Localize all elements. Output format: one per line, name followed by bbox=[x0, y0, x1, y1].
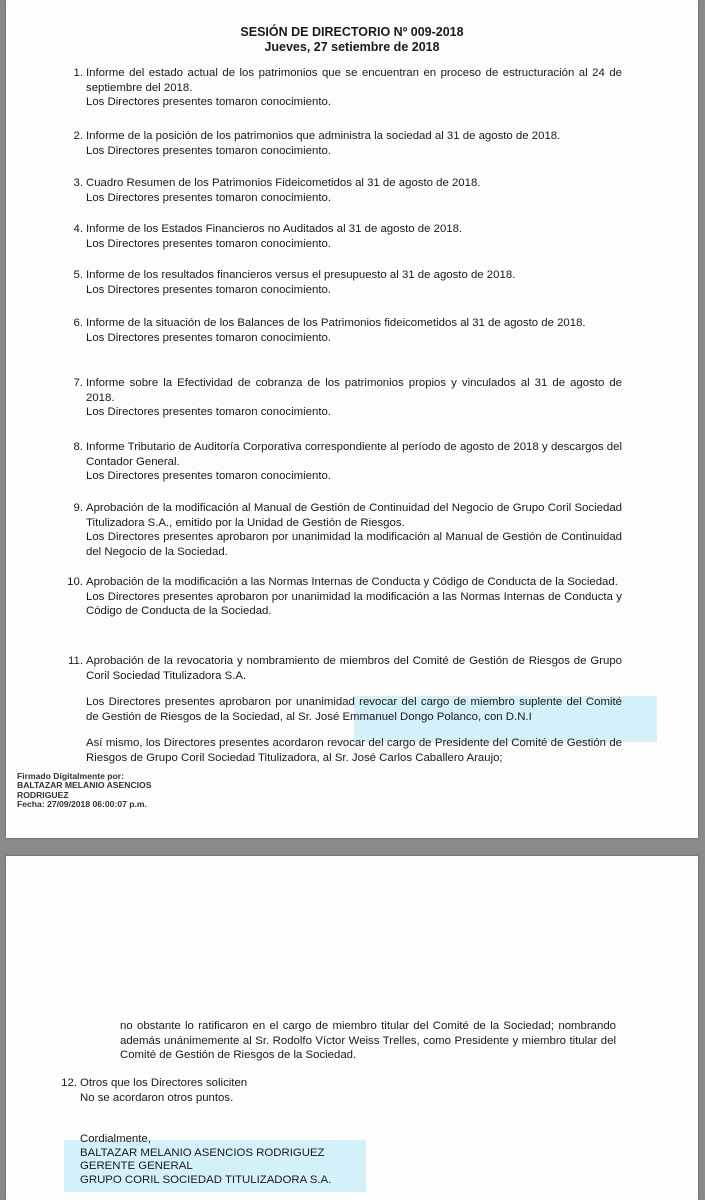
item-number: 5. bbox=[73, 269, 83, 281]
item-text: Informe sobre la Efectividad de cobranza de los patrimonios propios y vinculados al 31 de agosto de 2018. bbox=[86, 377, 622, 404]
agenda-item bbox=[73, 222, 622, 251]
item-resolution-continued: Así mismo, los Directores presentes acordaron revocar del cargo de Presidente del Comité de Gestión de Riesgos de Grupo Coril Sociedad Titulizadora, al Sr. José Carlos Caballero Araujo; bbox=[86, 737, 622, 764]
agenda-item bbox=[73, 316, 622, 345]
item-number: 12. bbox=[61, 1077, 77, 1089]
item-text: Informe de los Estados Financieros no Auditados al 31 de agosto de 2018. bbox=[86, 223, 463, 235]
item-resolution: Los Directores presentes aprobaron por unanimidad la modificación a las Normas Internas de Conducta y Código de Conducta de la Sociedad. bbox=[86, 590, 622, 617]
item-text: Informe de la posición de los patrimonios que administra la sociedad al 31 de agosto de 2018. bbox=[86, 130, 561, 142]
agenda-item bbox=[73, 501, 622, 559]
item-number: 2. bbox=[73, 130, 83, 142]
document-title: SESIÓN DE DIRECTORIO Nº 009-2018 bbox=[240, 25, 464, 39]
item-resolution: Los Directores presentes tomaron conocimiento. bbox=[86, 283, 332, 296]
item-number: 8. bbox=[73, 441, 83, 453]
item-resolution: Los Directores presentes aprobaron por unanimidad la modificación al Manual de Gestión de Continuidad del Negocio de la Sociedad. bbox=[86, 531, 622, 558]
item-number: 7. bbox=[73, 377, 83, 389]
signer-company: GRUPO CORIL SOCIEDAD TITULIZADORA S.A. bbox=[80, 1173, 332, 1186]
item-text: Informe de los resultados financieros versus el presupuesto al 31 de agosto de 2018. bbox=[86, 269, 516, 281]
agenda-item bbox=[73, 268, 622, 297]
agenda-item bbox=[61, 1076, 616, 1105]
agenda-item bbox=[73, 66, 622, 110]
item-resolution: Los Directores presentes tomaron conocimiento. bbox=[86, 406, 332, 418]
document-page-1 bbox=[6, 0, 698, 838]
item-number: 3. bbox=[73, 177, 83, 189]
closing-block bbox=[80, 1133, 331, 1187]
signer-name: BALTAZAR MELANIO ASENCIOS RODRIGUEZ bbox=[80, 1146, 325, 1159]
item-number: 1. bbox=[73, 67, 83, 79]
item-number: 10. bbox=[67, 576, 83, 588]
item-number: 4. bbox=[73, 223, 83, 235]
greeting: Cordialmente, bbox=[80, 1133, 151, 1145]
agenda-item bbox=[73, 176, 622, 205]
item-number: 6. bbox=[73, 317, 83, 329]
item-resolution: Los Directores presentes aprobaron por unanimidad revocar del cargo de miembro suplente del Comité de Gestión de Riesgos de la Sociedad, al Sr. José Emmanuel Dongo Polanco, con D.N.I bbox=[86, 696, 622, 723]
item-text: Informe del estado actual de los patrimonios que se encuentran en proceso de estructuración al 24 de septiembre del 2018. bbox=[86, 67, 622, 94]
item-resolution: Los Directores presentes tomaron conocimiento. bbox=[86, 96, 332, 108]
item-resolution: No se acordaron otros puntos. bbox=[80, 1091, 234, 1104]
item-number: 9. bbox=[73, 502, 83, 514]
item-text: Cuadro Resumen de los Patrimonios Fideicometidos al 31 de agosto de 2018. bbox=[86, 177, 481, 189]
document-date: Jueves, 27 setiembre de 2018 bbox=[264, 40, 440, 54]
item-resolution: Los Directores presentes tomaron conocimiento. bbox=[86, 144, 332, 157]
item-text: Aprobación de la modificación a las Normas Internas de Conducta y Código de Conducta de la Sociedad. bbox=[86, 576, 618, 588]
signer-role: GERENTE GENERAL bbox=[80, 1160, 193, 1172]
agenda-item bbox=[73, 129, 622, 158]
item-resolution: Los Directores presentes tomaron conocimiento. bbox=[86, 191, 332, 204]
digital-signature-stamp: Firmado Digitalmente por: BALTAZAR MELANIO ASENCIOS RODRIGUEZ Fecha: 27/09/2018 06:00:07 p.m. bbox=[17, 771, 152, 809]
item-text: Aprobación de la modificación al Manual de Gestión de Continuidad del Negocio de Grupo Coril Sociedad Titulizadora S.A., emitido por la Unidad de Gestión de Riesgos. bbox=[86, 502, 622, 529]
agenda-item bbox=[73, 440, 622, 484]
agenda-item bbox=[68, 654, 622, 765]
item-text: Informe Tributario de Auditoría Corporativa correspondiente al período de agosto de 2018 y descargos del Contador General. bbox=[86, 441, 622, 468]
item-resolution: Los Directores presentes tomaron conocimiento. bbox=[86, 237, 332, 250]
agenda-item bbox=[67, 575, 622, 619]
item-resolution: Los Directores presentes tomaron conocimiento. bbox=[86, 470, 332, 482]
agenda-item bbox=[73, 376, 622, 420]
item-text: Aprobación de la revocatoria y nombramiento de miembros del Comité de Gestión de Riesgos de Grupo Coril Sociedad Titulizadora S.A. bbox=[86, 655, 622, 682]
item-resolution: Los Directores presentes tomaron conocimiento. bbox=[86, 331, 332, 344]
item-text: Informe de la situación de los Balances de los Patrimonios fideicometidos al 31 de agosto de 2018. bbox=[86, 317, 586, 329]
item-11-continuation: no obstante lo ratificaron en el cargo de miembro titular del Comité de la Sociedad; nombrando además unánimemente al Sr. Rodolfo Víctor Weiss Trelles, como Presidente y miembro titular del Comité de Gestión de Riesgos de la Sociedad. bbox=[120, 1020, 616, 1061]
item-text: Otros que los Directores soliciten bbox=[80, 1077, 248, 1089]
item-number: 11. bbox=[68, 655, 83, 667]
